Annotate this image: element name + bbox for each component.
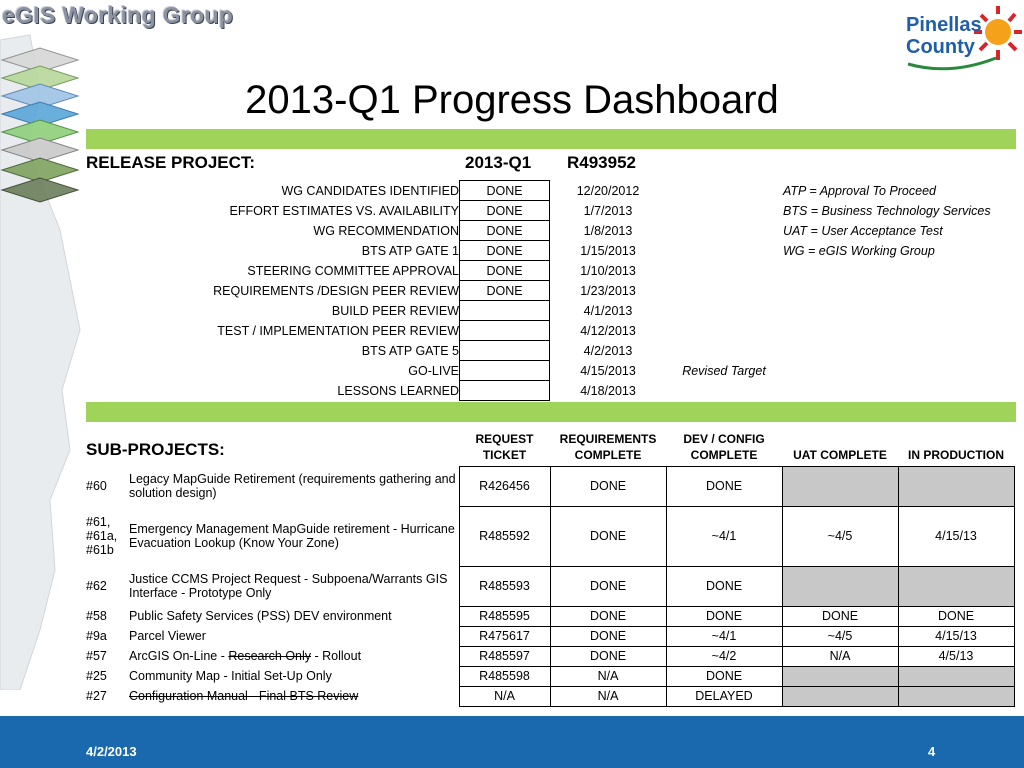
project-description: Legacy MapGuide Retirement (requirements gathering and solution design) <box>129 472 456 500</box>
uat-status <box>782 666 898 686</box>
subprojects-heading: SUB-PROJECTS: <box>86 440 225 459</box>
footer-bar <box>0 716 1024 768</box>
project-description: ArcGIS On-Line - Research Only - Rollout <box>129 649 362 663</box>
table-row <box>86 686 1014 706</box>
milestone-note: Revised Target <box>682 363 766 378</box>
request-ticket: R485598 <box>459 666 550 686</box>
milestone-status: DONE <box>460 201 550 221</box>
subprojects-table <box>86 430 1015 707</box>
milestone-note <box>666 201 782 221</box>
table-row <box>86 626 1014 646</box>
dev-status: DONE <box>666 566 782 606</box>
requirements-status: DONE <box>550 626 666 646</box>
table-row <box>86 466 1014 506</box>
milestone-status <box>460 381 550 401</box>
request-ticket: N/A <box>459 686 550 706</box>
dev-status: DONE <box>666 606 782 626</box>
production-status: 4/5/13 <box>898 646 1014 666</box>
brand-title: eGIS Working Group <box>2 2 234 28</box>
milestone-label: WG CANDIDATES IDENTIFIED <box>281 183 459 198</box>
table-row <box>86 201 991 221</box>
uat-status: ~4/5 <box>782 506 898 566</box>
milestone-date: 1/15/2013 <box>580 243 636 258</box>
project-description: Parcel Viewer <box>129 629 206 643</box>
column-header-request-ticket: REQUEST TICKET <box>475 431 534 462</box>
table-row <box>86 646 1014 666</box>
project-description: Public Safety Services (PSS) DEV environment <box>129 609 392 623</box>
requirements-status: DONE <box>550 506 666 566</box>
table-row <box>86 666 1014 686</box>
milestone-label: TEST / IMPLEMENTATION PEER REVIEW <box>217 323 459 338</box>
project-number: #27 <box>86 689 107 703</box>
uat-status: ~4/5 <box>782 626 898 646</box>
table-row <box>86 321 991 341</box>
release-milestones-table <box>86 180 991 401</box>
milestone-date: 4/2/2013 <box>583 343 633 358</box>
milestone-label: REQUIREMENTS /DESIGN PEER REVIEW <box>213 283 459 298</box>
request-ticket: R426456 <box>459 466 550 506</box>
production-status <box>898 686 1014 706</box>
column-header-uat: UAT COMPLETE <box>793 447 887 462</box>
milestone-note <box>666 181 782 201</box>
requirements-status: DONE <box>550 566 666 606</box>
milestone-note <box>666 261 782 281</box>
legend-entry: ATP = Approval To Proceed <box>783 183 936 198</box>
milestone-label: WG RECOMMENDATION <box>313 223 459 238</box>
project-number: #57 <box>86 649 107 663</box>
milestone-status <box>460 341 550 361</box>
table-row <box>86 606 1014 626</box>
table-row <box>86 241 991 261</box>
production-status: 4/15/13 <box>898 506 1014 566</box>
release-period: 2013-Q1 <box>465 153 532 172</box>
table-row <box>86 381 991 401</box>
milestone-status <box>460 321 550 341</box>
milestone-label: BUILD PEER REVIEW <box>331 303 459 318</box>
requirements-status: DONE <box>550 466 666 506</box>
divider-band-bottom <box>86 402 1016 422</box>
table-row <box>86 301 991 321</box>
requirements-status: N/A <box>550 666 666 686</box>
milestone-date: 1/23/2013 <box>580 283 636 298</box>
dev-status: DONE <box>666 666 782 686</box>
dev-status: DELAYED <box>666 686 782 706</box>
production-status <box>898 466 1014 506</box>
uat-status <box>782 566 898 606</box>
release-heading: RELEASE PROJECT: <box>86 153 256 172</box>
dev-status: ~4/1 <box>666 626 782 646</box>
legend-entry: WG = eGIS Working Group <box>783 243 935 258</box>
production-status: 4/15/13 <box>898 626 1014 646</box>
project-description: Emergency Management MapGuide retirement - Hurricane Evacuation Lookup (Know Your Zone) <box>129 522 455 550</box>
milestone-note <box>666 381 782 401</box>
request-ticket: R485595 <box>459 606 550 626</box>
column-header-production: IN PRODUCTION <box>908 447 1004 462</box>
logo-text: Pinellas County <box>906 14 982 58</box>
milestone-status: DONE <box>460 221 550 241</box>
milestone-date: 1/10/2013 <box>580 263 636 278</box>
dev-status: DONE <box>666 466 782 506</box>
milestone-date: 4/12/2013 <box>580 323 636 338</box>
request-ticket: R475617 <box>459 626 550 646</box>
table-row <box>86 566 1014 606</box>
milestone-status: DONE <box>460 261 550 281</box>
milestone-date: 4/18/2013 <box>580 383 636 398</box>
project-number: #61, #61a, #61b <box>86 515 118 557</box>
footer-date: 4/2/2013 <box>86 744 137 759</box>
production-status: DONE <box>898 606 1014 626</box>
milestone-date: 12/20/2012 <box>576 183 640 198</box>
milestone-date: 4/1/2013 <box>583 303 633 318</box>
dev-status: ~4/2 <box>666 646 782 666</box>
requirements-status: N/A <box>550 686 666 706</box>
divider-band-top <box>86 129 1016 149</box>
uat-status: DONE <box>782 606 898 626</box>
milestone-note <box>666 281 782 301</box>
column-header-dev-config: DEV / CONFIG COMPLETE <box>683 431 765 462</box>
pinellas-county-logo <box>900 2 1024 80</box>
milestone-status <box>460 301 550 321</box>
request-ticket: R485597 <box>459 646 550 666</box>
legend-entry: BTS = Business Technology Services <box>783 203 991 218</box>
milestone-note <box>666 241 782 261</box>
request-ticket: R485593 <box>459 566 550 606</box>
requirements-status: DONE <box>550 646 666 666</box>
milestone-date: 1/8/2013 <box>583 223 633 238</box>
milestone-label: LESSONS LEARNED <box>337 383 459 398</box>
milestone-status: DONE <box>460 241 550 261</box>
project-number: #9a <box>86 629 107 643</box>
table-row <box>86 341 991 361</box>
milestone-note <box>666 221 782 241</box>
table-row <box>86 261 991 281</box>
milestone-note <box>666 321 782 341</box>
gis-layers-graphic <box>0 30 96 690</box>
production-status <box>898 666 1014 686</box>
page-number: 4 <box>928 744 936 759</box>
project-number: #60 <box>86 479 107 493</box>
release-ticket: R493952 <box>567 153 637 172</box>
table-row <box>86 281 991 301</box>
table-row <box>86 506 1014 566</box>
column-header-requirements: REQUIREMENTS COMPLETE <box>559 431 657 462</box>
milestone-date: 1/7/2013 <box>583 203 633 218</box>
uat-status <box>782 686 898 706</box>
milestone-status: DONE <box>460 181 550 201</box>
milestone-label: GO-LIVE <box>408 363 459 378</box>
table-row <box>86 221 991 241</box>
milestone-date: 4/15/2013 <box>580 363 636 378</box>
request-ticket: R485592 <box>459 506 550 566</box>
uat-status: N/A <box>782 646 898 666</box>
dev-status: ~4/1 <box>666 506 782 566</box>
project-description: Justice CCMS Project Request - Subpoena/Warrants GIS Interface - Prototype Only <box>129 572 448 600</box>
project-description: Configuration Manual - Final BTS Review <box>129 689 359 703</box>
milestone-label: STEERING COMMITTEE APPROVAL <box>247 263 459 278</box>
project-description: Community Map - Initial Set-Up Only <box>129 669 332 683</box>
table-row <box>86 361 991 381</box>
milestone-status <box>460 361 550 381</box>
table-row <box>86 181 991 201</box>
project-number: #25 <box>86 669 107 683</box>
milestone-label: BTS ATP GATE 5 <box>361 343 459 358</box>
milestone-note <box>666 341 782 361</box>
requirements-status: DONE <box>550 606 666 626</box>
milestone-label: BTS ATP GATE 1 <box>361 243 459 258</box>
page-title: 2013-Q1 Progress Dashboard <box>245 78 779 122</box>
project-number: #58 <box>86 609 107 623</box>
milestone-note <box>666 301 782 321</box>
uat-status <box>782 466 898 506</box>
milestone-status: DONE <box>460 281 550 301</box>
project-number: #62 <box>86 579 107 593</box>
legend-entry: UAT = User Acceptance Test <box>783 223 943 238</box>
production-status <box>898 566 1014 606</box>
milestone-label: EFFORT ESTIMATES VS. AVAILABILITY <box>229 203 459 218</box>
